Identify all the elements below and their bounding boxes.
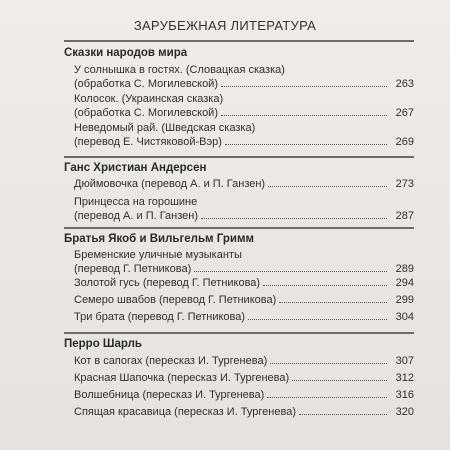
toc-entry [74,406,414,420]
entry-title: Бременские уличные музыканты [74,249,242,261]
section-heading-andersen: Ганс Христиан Андерсен [64,162,207,174]
section-heading-fairy-tales: Сказки народов мира [64,47,188,59]
toc-entry [74,277,414,291]
toc-entry [74,389,414,403]
leader-dots [221,114,387,116]
page-number: 263 [395,77,414,90]
section-divider [64,227,414,229]
entry-title: Золотой гусь (перевод Г. Петникова) [74,277,261,289]
entry-translator: (перевод Г. Петникова) [74,262,192,275]
page-number: 287 [395,209,414,222]
leader-dots [267,396,387,398]
leader-dots [263,284,387,286]
page-number: 299 [395,294,414,306]
toc-entry [74,196,414,223]
leader-dots [248,318,387,320]
entry-title: Неведомый рай. (Шведская сказка) [74,122,256,134]
entry-translator: (обработка С. Могилевской) [74,106,218,119]
entry-title: Кот в сапогах (пересказ И. Тургенева) [74,355,268,367]
leader-dots [225,143,387,145]
page-number: 269 [395,135,414,148]
page-number: 320 [395,406,414,418]
entry-title: У солнышка в гостях. (Словацкая сказка) [74,64,285,76]
leader-dots [270,362,387,364]
toc-entry [74,249,414,276]
toc-entry [74,64,414,91]
toc-entry [74,311,414,325]
section-divider [64,40,414,42]
section-divider [64,332,414,334]
leader-dots [194,270,387,272]
leader-dots [299,413,387,415]
section-heading-perrault: Перро Шарль [64,338,142,350]
entry-translator: (перевод А. и П. Ганзен) [74,209,199,222]
toc-entry [74,122,414,149]
page-number: 307 [395,355,414,367]
entry-title: Колосок. (Украинская сказка) [74,93,224,105]
entry-translator: (обработка С. Могилевской) [74,77,218,90]
section-divider [64,156,414,158]
page-number: 304 [395,311,414,323]
entry-title: Семеро швабов (перевод Г. Петникова) [74,294,277,306]
toc-entry [74,372,414,386]
page-number: 273 [395,178,414,190]
leader-dots [279,301,387,303]
page-number: 316 [395,389,414,401]
entry-title: Спящая красавица (пересказ И. Тургенева) [74,406,296,418]
leader-dots [201,217,387,219]
toc-entry [74,93,414,120]
page-number: 312 [395,372,414,384]
page-number: 294 [395,277,414,289]
entry-title: Красная Шапочка (пересказ И. Тургенева) [74,372,290,384]
entry-translator: (перевод Е. Чистяковой-Вэр) [74,135,222,148]
page-number: 267 [395,106,414,119]
toc-entry [74,355,414,369]
entry-title: Волшебница (пересказ И. Тургенева) [74,389,265,401]
page-number: 289 [395,262,414,275]
entry-title: Три брата (перевод Г. Петникова) [74,311,246,323]
entry-title: Дюймовочка (перевод А. и П. Ганзен) [74,178,266,190]
leader-dots [221,85,387,87]
section-heading-grimm: Братья Якоб и Вильгельм Гримм [64,233,254,245]
leader-dots [268,185,387,187]
entry-title: Принцесса на горошине [74,196,198,208]
toc-entry [74,178,414,192]
page-title: ЗАРУБЕЖНАЯ ЛИТЕРАТУРА [133,18,317,33]
leader-dots [292,379,387,381]
toc-entry [74,294,414,308]
